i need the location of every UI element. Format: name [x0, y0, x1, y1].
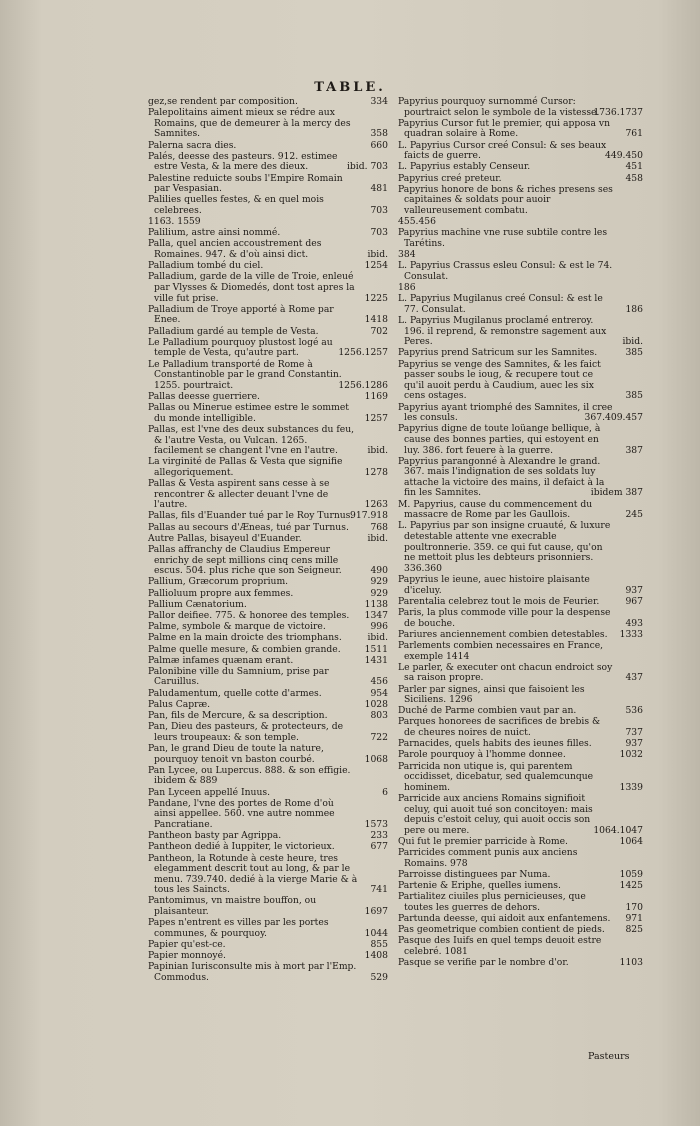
entry-page-ref: ibid. [367, 249, 388, 261]
entry-text: Palmæ infames quænam erant. [148, 654, 294, 666]
entry-text: Pasque se verifie par le nombre d'or. [398, 957, 569, 969]
index-entry [148, 239, 388, 260]
index-entry [148, 360, 388, 392]
entry-page-ref: 437 [625, 672, 643, 684]
index-entry [148, 305, 388, 326]
entry-page-ref: 1418 [364, 314, 388, 326]
index-entry [148, 896, 388, 917]
index-entry [148, 962, 388, 983]
index-entry [398, 717, 643, 738]
entry-page-ref: ibid. 703 [346, 161, 388, 173]
entry-text: Palilium, astre ainsi nommé. [148, 227, 281, 239]
index-entry [398, 360, 643, 402]
entry-text: Pantomimus, vn maistre bouffon, ou plaisanteur. [148, 895, 317, 918]
entry-page-ref: 937 [625, 738, 643, 750]
entry-page-ref: 1059 [619, 868, 643, 880]
entry-page-ref: 825 [625, 924, 643, 936]
index-entry [148, 854, 388, 896]
index-entry [148, 523, 388, 534]
index-entry [148, 918, 388, 939]
index-entry [398, 174, 643, 185]
entry-text: Partunda deesse, qui aidoit aux enfantemens. [398, 913, 611, 925]
index-entry [398, 500, 643, 521]
entry-page-ref: 1333 [619, 628, 643, 640]
index-entry [148, 338, 388, 359]
entry-page-ref: 937 [625, 584, 643, 596]
entry-page-ref: 703 [370, 227, 388, 239]
entry-page-ref: 1263 [364, 499, 388, 511]
page-header: TABLE. [314, 80, 386, 95]
entry-text: Pantheon dedié à Iuppiter, le victorieux. [148, 841, 335, 853]
index-entry [398, 228, 643, 249]
entry-text: Pallas affranchy de Claudius Empereur enrichy de sept millions cinq cens mille escus. 504. plus riche que son Seigneur. [148, 544, 342, 577]
entry-text: Partenie & Eriphe, quelles iumens. [398, 880, 561, 892]
entry-text: Palus Capræ. [148, 698, 211, 710]
entry-text: Paludamentum, quelle cotte d'armes. [148, 687, 322, 699]
entry-page-ref: 1064.1047 [593, 824, 643, 836]
index-entry [148, 511, 388, 522]
index-entry [398, 685, 643, 706]
entry-page-ref: 677 [370, 841, 388, 853]
index-entry [148, 534, 388, 545]
index-entry [398, 283, 643, 294]
right-column [398, 97, 643, 969]
entry-text: Pan Lycee, ou Lupercus. 888. & son effigie. ibidem & 889 [148, 764, 351, 787]
entry-text: 384 [398, 249, 416, 261]
index-entry [398, 457, 643, 499]
entry-text: Papyrius parangonné à Alexandre le grand. 367. mais l'indignation de ses soldats luy attache la victoire des mains, il defaict à la fin les Samnites. [398, 455, 605, 499]
entry-text: Parlements combien necessaires en France, exemple 1414 [398, 639, 604, 662]
entry-text: Le Palladium pourquoy plustost logé au temple de Vesta, qu'autre part. [148, 336, 333, 359]
entry-page-ref: 358 [370, 128, 388, 140]
index-entry [398, 597, 643, 608]
entry-text: Pallas ou Minerue estimee estre le sommet du monde intelligible. [148, 402, 349, 424]
entry-page-ref: 1032 [619, 749, 643, 761]
entry-text: 186 [398, 282, 416, 294]
entry-page-ref: 1138 [364, 598, 388, 610]
entry-page-ref: 929 [370, 587, 388, 599]
entry-page-ref: 1257 [364, 412, 388, 424]
index-entry [398, 630, 643, 641]
entry-text: 455.456 [398, 216, 436, 228]
index-entry [148, 656, 388, 667]
index-entry [398, 348, 643, 359]
entry-text: Parler par signes, ainsi que faisoient les Siciliens. 1296 [398, 683, 585, 706]
index-entry [398, 739, 643, 750]
index-entry [398, 141, 643, 162]
entry-text: Pallium, Græcorum proprium. [148, 576, 289, 588]
entry-page-ref: 1425 [619, 880, 643, 892]
index-entry [398, 217, 643, 228]
index-entry [398, 403, 643, 424]
index-entry [398, 870, 643, 881]
entry-text: Parnacides, quels habits des ieunes filles. [398, 738, 592, 750]
index-entry [398, 925, 643, 936]
entry-text: Palme, symbole & marque de victoire. [148, 621, 326, 633]
index-entry [148, 327, 388, 338]
left-column [148, 97, 388, 984]
entry-text: Papier monnoyé. [148, 950, 226, 962]
entry-page-ref: 660 [370, 139, 388, 151]
entry-text: Pan, le grand Dieu de toute la nature, pourquoy tenoit vn baston courbé. [148, 743, 324, 765]
entry-page-ref: 1044 [364, 927, 388, 939]
entry-text: L. Papyrius Mugilanus proclamé entreroy. 196. il reprend, & remonstre sagement aux Peres. [398, 315, 607, 348]
entry-text: Le parler, & executer ont chacun endroict soy sa raison propre. [398, 661, 613, 684]
entry-text: Papyrius digne de toute loüange bellique, à cause des bonnes parties, qui estoyent en luy. 386. fort feuere à la guerre. [398, 423, 601, 456]
entry-page-ref: 233 [370, 830, 388, 842]
index-entry [148, 611, 388, 622]
index-entry [148, 667, 388, 688]
entry-page-ref: 803 [370, 710, 388, 722]
index-entry [148, 766, 388, 787]
index-entry [148, 195, 388, 216]
entry-page-ref: 529 [370, 972, 388, 983]
index-entry [148, 577, 388, 588]
entry-text: Pallor deifiee. 775. & honoree des temples. [148, 609, 350, 621]
entry-page-ref: 449.450 [605, 150, 643, 162]
entry-text: Pan, Dieu des pasteurs, & protecteurs, de leurs troupeaux: & son temple. [148, 721, 344, 743]
index-entry [398, 575, 643, 596]
entry-text: La virginité de Pallas & Vesta que signifie allegoriquement. [148, 456, 343, 478]
index-entry [398, 316, 643, 348]
index-entry [148, 951, 388, 962]
index-entry [398, 706, 643, 717]
entry-page-ref: 1169 [364, 390, 388, 402]
index-entry [148, 479, 388, 511]
entry-text: Palladium de Troye apporté à Rome par Enee. [148, 303, 334, 326]
entry-page-ref: 737 [625, 727, 643, 739]
entry-text: Parroisse distinguees par Numa. [398, 868, 551, 880]
entry-page-ref: 1064 [619, 835, 643, 847]
index-entry [398, 762, 643, 794]
entry-text: Duché de Parme combien vaut par an. [398, 705, 577, 717]
index-entry [148, 152, 388, 173]
index-entry [148, 645, 388, 656]
index-entry [148, 744, 388, 765]
entry-page-ref: 481 [370, 183, 388, 195]
entry-page-ref: 1225 [364, 292, 388, 304]
entry-text: Parricide aux anciens Romains signifioit celuy, qui auoit tué son concitoyen: mais depuis c'estoit celuy, qui auoit occis son pere ou mere. [398, 793, 593, 836]
index-entry [398, 641, 643, 662]
entry-text: Pantheon, la Rotunde à ceste heure, tres elegamment descrit tout au long, & par le menu. 739.740. dedié à la vierge Marie & à tous les Saincts. [148, 852, 358, 896]
index-entry [148, 633, 388, 644]
entry-text: Papinian Iurisconsulte mis à mort par l'Emp. Commodus. [148, 961, 357, 983]
entry-page-ref: 1278 [364, 466, 388, 478]
entry-text: Pallioluum propre aux femmes. [148, 587, 294, 599]
entry-text: Papyrius se venge des Samnites, & les faict passer soubs le ioug, & recupere tout ce qu'il auoit perdu à Caudium, auec les six cens ostages. [398, 358, 601, 402]
entry-text: L. Papyrius estably Censeur. [398, 161, 531, 173]
index-entry [148, 174, 388, 195]
entry-text: L. Papyrius Cursor creé Consul: & ses beaux faicts de guerre. [398, 139, 607, 162]
entry-page-ref: 493 [625, 617, 643, 629]
entry-text: Parole pourquoy à l'homme donnee. [398, 749, 566, 761]
entry-page-ref: 1254 [364, 260, 388, 272]
entry-text: Papyrius creé preteur. [398, 172, 502, 184]
entry-page-ref: 385 [625, 347, 643, 359]
index-entry [398, 97, 643, 118]
index-entry [398, 936, 643, 957]
entry-text: Papier qu'est-ce. [148, 939, 226, 951]
entry-page-ref: 929 [370, 576, 388, 588]
entry-text: Palme quelle mesure, & combien grande. [148, 643, 341, 655]
entry-page-ref: 722 [370, 731, 388, 743]
entry-page-ref: 186 [625, 303, 643, 315]
entry-page-ref: 367.409.457 [584, 412, 643, 424]
index-entry [148, 842, 388, 853]
entry-page-ref: 170 [625, 901, 643, 913]
index-entry [398, 521, 643, 574]
entry-text: Partialitez ciuiles plus pernicieuses, que toutes les guerres de dehors. [398, 891, 586, 913]
index-entry [398, 424, 643, 456]
entry-page-ref: 451 [625, 161, 643, 173]
entry-text: Pallas & Vesta aspirent sans cesse à se rencontrer & allecter deuant l'vne de l'autre. [148, 478, 330, 511]
entry-text: L. Papyrius Mugilanus creé Consul: & est le 77. Consulat. [398, 293, 603, 315]
entry-page-ref: 458 [625, 172, 643, 184]
index-entry [148, 589, 388, 600]
entry-text: Pallas, est l'vne des deux substances du feu, & l'autre Vesta, ou Vulcan. 1265. facilement se changent l'vne en l'autre. [148, 423, 355, 457]
index-entry [398, 958, 643, 969]
entry-page-ref: ibid. [367, 445, 388, 457]
entry-text: L. Papyrius Crassus esleu Consul: & est le 74. Consulat. [398, 260, 613, 282]
entry-text: Parricida non utique is, qui parentem occidisset, dicebatur, sed qualemcunque hominem. [398, 760, 594, 793]
entry-page-ref: 1068 [364, 753, 388, 765]
entry-text: Qui fut le premier parricide à Rome. [398, 835, 568, 847]
entry-page-ref: 1103 [619, 957, 643, 969]
entry-page-ref: 855 [370, 939, 388, 951]
entry-page-ref: 1408 [364, 950, 388, 962]
entry-text: Autre Pallas, bisayeul d'Euander. [148, 532, 302, 544]
entry-text: Palladium, garde de la ville de Troie, enleué par Vlysses & Diomedés, dont tost apres la ville fut prise. [148, 271, 355, 304]
entry-text: Palla, quel ancien accoustrement des Romaines. 947. & d'où ainsi dict. [148, 238, 322, 261]
entry-text: Paris, la plus commode ville pour la despense de bouche. [398, 606, 611, 629]
entry-page-ref: 1697 [364, 906, 388, 918]
index-entry [148, 711, 388, 722]
entry-page-ref: 917.918 [350, 510, 388, 522]
entry-text: Palerna sacra dies. [148, 139, 237, 151]
index-entry [148, 457, 388, 478]
entry-text: gez,se rendent par composition. [148, 96, 298, 107]
entry-text: Papyrius honore de bons & riches presens ses capitaines & soldats pour auoir valleureusement combatu. [398, 183, 613, 216]
entry-page-ref: ibid. [367, 632, 388, 644]
entry-page-ref: 967 [625, 595, 643, 607]
entry-text: Parques honorees de sacrifices de brebis & de cheures noires de nuict. [398, 716, 601, 739]
index-entry [398, 250, 643, 261]
entry-page-ref: 1511 [364, 643, 388, 655]
index-entry [398, 162, 643, 173]
entry-text: Parricides comment punis aux anciens Romains. 978 [398, 847, 578, 869]
entry-page-ref: 1256.1257 [338, 347, 388, 359]
entry-text: Palepolitains aiment mieux se rédre aux Romains, que de demeurer à la mercy des Samnites. [148, 107, 351, 140]
index-entry [398, 837, 643, 848]
entry-text: Pariures anciennement combien detestables. [398, 628, 608, 640]
entry-page-ref: 334 [370, 96, 388, 107]
entry-page-ref: 490 [370, 565, 388, 577]
index-entry [148, 228, 388, 239]
index-entry [148, 940, 388, 951]
index-entry [148, 600, 388, 611]
entry-page-ref: 1431 [364, 654, 388, 666]
entry-page-ref: 741 [370, 884, 388, 896]
entry-page-ref: 1347 [364, 609, 388, 621]
entry-text: 1163. 1559 [148, 216, 201, 228]
entry-text: Pallas au secours d'Æneas, tué par Turnus. [148, 521, 349, 533]
index-entry [148, 97, 388, 108]
index-entry [148, 392, 388, 403]
index-entry [148, 108, 388, 140]
entry-page-ref: 954 [370, 687, 388, 699]
entry-text: Pasque des Iuifs en quel temps deuoit estre celebré. 1081 [398, 935, 602, 958]
entry-page-ref: 1028 [364, 698, 388, 710]
entry-page-ref: ibid. [622, 336, 643, 348]
index-entry [148, 700, 388, 711]
entry-text: Papyrius Cursor fut le premier, qui apposa vn quadran solaire à Rome. [398, 117, 610, 140]
index-entry [398, 914, 643, 925]
entry-text: Papyrius machine vne ruse subtile contre les Tarétins. [398, 227, 608, 249]
entry-text: Pan Lyceen appellé Inuus. [148, 786, 270, 798]
index-entry [148, 831, 388, 842]
entry-text: Papyrius ayant triomphé des Samnites, il cree les consuls. [398, 401, 613, 424]
entry-page-ref: 387 [625, 444, 643, 456]
entry-text: Pan, fils de Mercure, & sa description. [148, 710, 328, 722]
index-entry [148, 425, 388, 457]
entry-text: Palme en la main droicte des triomphans. [148, 632, 342, 644]
index-entry [148, 141, 388, 152]
entry-text: Le Palladium transporté de Rome à Constantinoble par le grand Constantin. 1255. pourtraict. [148, 358, 342, 391]
entry-text: Palladium gardé au temple de Vesta. [148, 325, 319, 337]
index-entry [398, 750, 643, 761]
index-entry [148, 689, 388, 700]
entry-page-ref: 996 [370, 621, 388, 633]
entry-page-ref: 536 [625, 705, 643, 717]
index-entry [398, 608, 643, 629]
entry-page-ref: 1339 [619, 781, 643, 793]
catchword: Pasteurs [588, 1051, 630, 1062]
entry-text: Papyrius pourquoy surnommé Cursor: pourtraict selon le symbole de la vistesse. [398, 96, 600, 118]
entry-page-ref: 1736.1737 [593, 106, 643, 118]
index-entry [398, 119, 643, 140]
entry-page-ref: 768 [370, 521, 388, 533]
index-entry [148, 261, 388, 272]
index-entry [148, 545, 388, 577]
entry-text: Papes n'entrent es villes par les portes communes, & pourquoy. [148, 917, 329, 939]
entry-text: Papyrius prend Satricum sur les Samnites. [398, 347, 598, 359]
index-entry [398, 848, 643, 869]
index-entry [148, 799, 388, 831]
entry-text: Pallium Cænatorium. [148, 598, 247, 610]
index-entry [148, 272, 388, 304]
entry-page-ref: 1573 [364, 818, 388, 830]
entry-text: Pandane, l'vne des portes de Rome d'où ainsi appellee. 560. vne autre nommee Pancratiane. [148, 797, 335, 830]
entry-page-ref: 456 [370, 676, 388, 688]
index-entry [148, 217, 388, 228]
entry-page-ref: 1256.1286 [338, 379, 388, 391]
index-entry [398, 261, 643, 282]
entry-page-ref: 245 [625, 509, 643, 521]
entry-text: Pantheon basty par Agrippa. [148, 830, 282, 842]
entry-text: L. Papyrius par son insigne cruauté, & luxure detestable attente vne execrable poultronnerie. 359. ce qui fut cause, qu'on ne mettoit plus les debteurs prisonniers. 336.360 [398, 520, 611, 574]
entry-text: Palestine reduicte soubs l'Empire Romain par Vespasian. [148, 172, 343, 195]
index-entry [398, 185, 643, 217]
entry-page-ref: 703 [370, 204, 388, 216]
index-entry [398, 794, 643, 836]
entry-page-ref: 702 [370, 325, 388, 337]
index-entry [148, 403, 388, 424]
entry-page-ref: 971 [625, 913, 643, 925]
entry-text: Pallas, fils d'Euander tué par le Roy Turnus. [148, 510, 354, 522]
index-entry: Pan Lyceen appellé Inuus. 6 [148, 786, 388, 798]
index-entry [398, 294, 643, 315]
index-entry [398, 881, 643, 892]
entry-text: Papyrius le ieune, auec histoire plaisante d'iceluy. [398, 574, 590, 596]
entry-page-ref: ibidem 387 [590, 487, 643, 499]
entry-text: Pas geometrique combien contient de pieds. [398, 924, 605, 936]
entry-page-ref: 761 [625, 128, 643, 140]
entry-text: Palladium tombé du ciel. [148, 260, 264, 272]
entry-text: Pallas deesse guerriere. [148, 390, 260, 402]
entry-text: Palonibine ville du Samnium, prise par Caruillus. [148, 665, 329, 688]
entry-text: M. Papyrius, cause du commencement du massacre de Rome par les Gaullois. [398, 498, 593, 521]
index-entry [398, 892, 643, 913]
index-entry [148, 622, 388, 633]
entry-page-ref: ibid. [367, 532, 388, 544]
index-entry [398, 663, 643, 684]
entry-text: Parentalia celebrez tout le mois de Feurier. [398, 595, 600, 607]
index-entry [148, 722, 388, 743]
entry-text: Palés, deesse des pasteurs. 912. estimee estre Vesta, & la mere des dieux. [148, 150, 338, 173]
entry-page-ref: 385 [625, 390, 643, 402]
entry-text: Palilies quelles festes, & en quel mois celebrees. [148, 194, 324, 216]
